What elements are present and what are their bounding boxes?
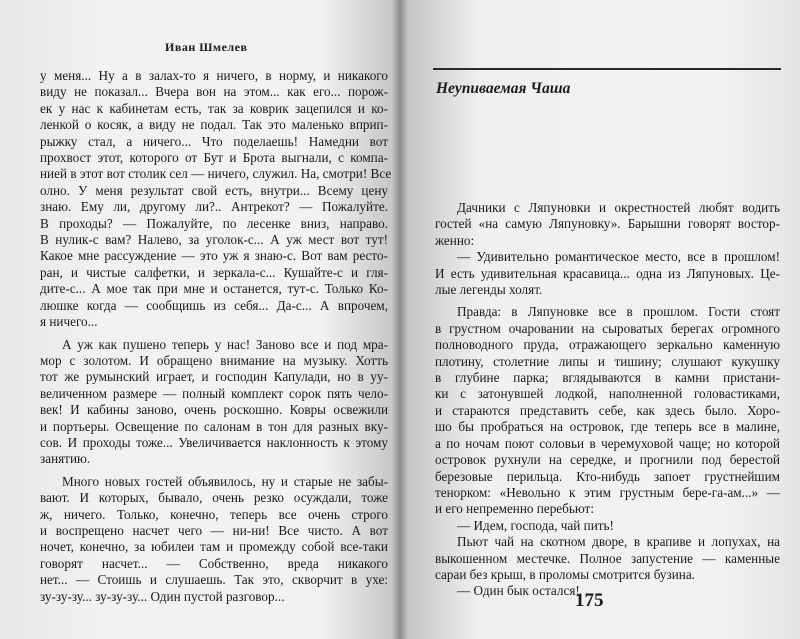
text-line: ки с затонувшей лодкой, наполненной головастиками,: [435, 386, 780, 402]
text-line: полноводного пруда, отражающего зеркально каменную: [435, 337, 780, 353]
text-line: Какое мне рассуждение — это уж я знаю-с. Вот вам ресто-: [40, 248, 388, 264]
text-line: в глубине парка; вглядываются в камни пристани-: [435, 370, 780, 386]
text-line: рыжку стал, а ничего... Что поделаешь! Намедни вот: [40, 133, 388, 149]
text-line: — Идем, господа, чай пить!: [457, 517, 614, 533]
text-line: говорят насчет... — Собственно, вреда никакого: [40, 555, 388, 571]
text-line: ленкой о косяк, а виду не подал. Так это маленько вприп-: [40, 117, 388, 133]
text-line: и портьеры. Освещение по салонам в тон для разных вку-: [40, 418, 388, 434]
text-line: сараи без крыш, в проломы смотрится бузина.: [435, 566, 695, 582]
text-line: в грустном очаровании на сыроватых берегах огромного: [435, 320, 780, 336]
text-line: В нулик-с вам? Налево, за уголок-с... А уж мест вот тут!: [40, 232, 388, 248]
text-line: плотину, столетние липы и тишину; слушают кукушку: [435, 353, 780, 369]
text-line: ночет, конечно, за юбилеи там и промежду собой все-таки: [40, 539, 388, 555]
text-line: березовые перильца. Кто-нибудь запоет грустнейшим: [435, 468, 780, 484]
text-line: и его непременно перебьют:: [435, 501, 594, 517]
text-line: В проходы? — Пожалуйте, по лесенке вниз, направо.: [40, 215, 388, 231]
text-line: дите-с... А мое так при мне и останется, тут-с. Только Ко-: [40, 281, 388, 297]
text-line: ек у нас к кабинетам есть, так за коврик зацепился и ко-: [40, 100, 388, 116]
text-line: лые легенды холят.: [435, 282, 543, 298]
text-line: виду не показал... Вчера вон на этом... как его... порож-: [40, 84, 388, 100]
text-line: Правда: в Ляпуновке все в прошлом. Гости стоят: [457, 304, 780, 320]
text-line: знаю. Ему ли, другому ли?.. Антрекот? — Пожалуйте.: [40, 199, 388, 215]
text-line: и воспрещено насчет чего — ни-ни! Все чисто. А вот: [40, 522, 388, 538]
left-page-text: [40, 68, 392, 605]
chapter-rule: [433, 68, 781, 70]
text-line: а по ночам поют соловьи в черемуховой чаще; но которой: [435, 435, 780, 451]
text-line: прохвост этот, которого от Бут и Брота выгнали, с компа-: [40, 150, 388, 166]
running-head: Иван Шмелев: [165, 40, 248, 54]
text-line: ран, и чистые салфетки, и зеркала-с... Кушайте-с и гля-: [40, 264, 388, 280]
text-line: нией в этот вот столик сел — ничего, служил. На, смотри! Все: [40, 166, 392, 182]
text-line: мор с золотом. И обращено внимание на музыку. Хотть: [40, 352, 388, 368]
text-line: гостей «на самую Ляпуновку». Барышни говорят востор-: [435, 216, 780, 232]
text-line: — Один бык остался!: [457, 583, 580, 599]
text-line: выкошенном местечке. Полное запустение — каменные: [435, 550, 780, 566]
text-line: величенном размере — полный комплект сорок пять чело-: [40, 385, 388, 401]
text-line: тот же румынский играет, и господин Капулади, но в уу-: [40, 369, 388, 385]
text-line: — Удивительно романтическое место, все в прошлом!: [457, 249, 780, 265]
text-line: олно. У меня результат свой есть, внутри... Всему цену: [40, 182, 388, 198]
text-line: нет... — Стоишь и слушаешь. Так это, скворчит в ухе:: [40, 572, 388, 588]
text-line: Дачники с Ляпуновки и окрестностей любят водить: [457, 200, 780, 215]
text-line: занятию.: [40, 451, 91, 467]
text-line: островок рухнули на середке, и прогнили под берестой: [435, 452, 780, 468]
text-line: И есть удивительная красавица... одна из Ляпуновых. Це-: [435, 265, 780, 281]
text-line: у меня... Ну а в залах-то я ничего, в норму, и никакого: [40, 68, 388, 83]
text-line: век! И кабины заново, очень роскошно. Ковры освежили: [40, 402, 388, 418]
right-page-text: [435, 200, 780, 600]
text-line: люшке когда — сообщишь из себя... Да-с... А впрочем,: [40, 297, 388, 313]
text-line: Пьют чай на скотном дворе, в крапиве и лопухах, на: [457, 534, 780, 550]
text-line: Много новых гостей объявилось, ну и старые не забы-: [62, 473, 388, 489]
text-line: женно:: [435, 232, 475, 248]
text-line: шо бы пробраться на островок, где теперь все в малине,: [435, 419, 780, 435]
text-line: тенорком: «Невольно к этим грустным бере-га-ам...» —: [435, 484, 780, 500]
text-line: и стараются представить себе, как здесь было. Хоро-: [435, 402, 780, 418]
text-line: вают. И которых, бывало, очень резко осуждали, тоже: [40, 490, 388, 506]
text-line: А уж как пушено теперь у нас! Заново все и под мра-: [62, 336, 388, 352]
text-line: сов. И проходы тоже... Увеличивается наклонность к этому: [40, 434, 388, 450]
text-line: ж, ничего. Только, конечно, теперь все очень строго: [40, 506, 388, 522]
text-line: зу-зу-зу... зу-зу-зу... Один пустой разговор...: [40, 588, 285, 604]
chapter-title: Неупиваемая Чаша: [436, 80, 571, 97]
text-line: я ничего...: [40, 314, 98, 330]
page-number: 175: [575, 590, 604, 611]
